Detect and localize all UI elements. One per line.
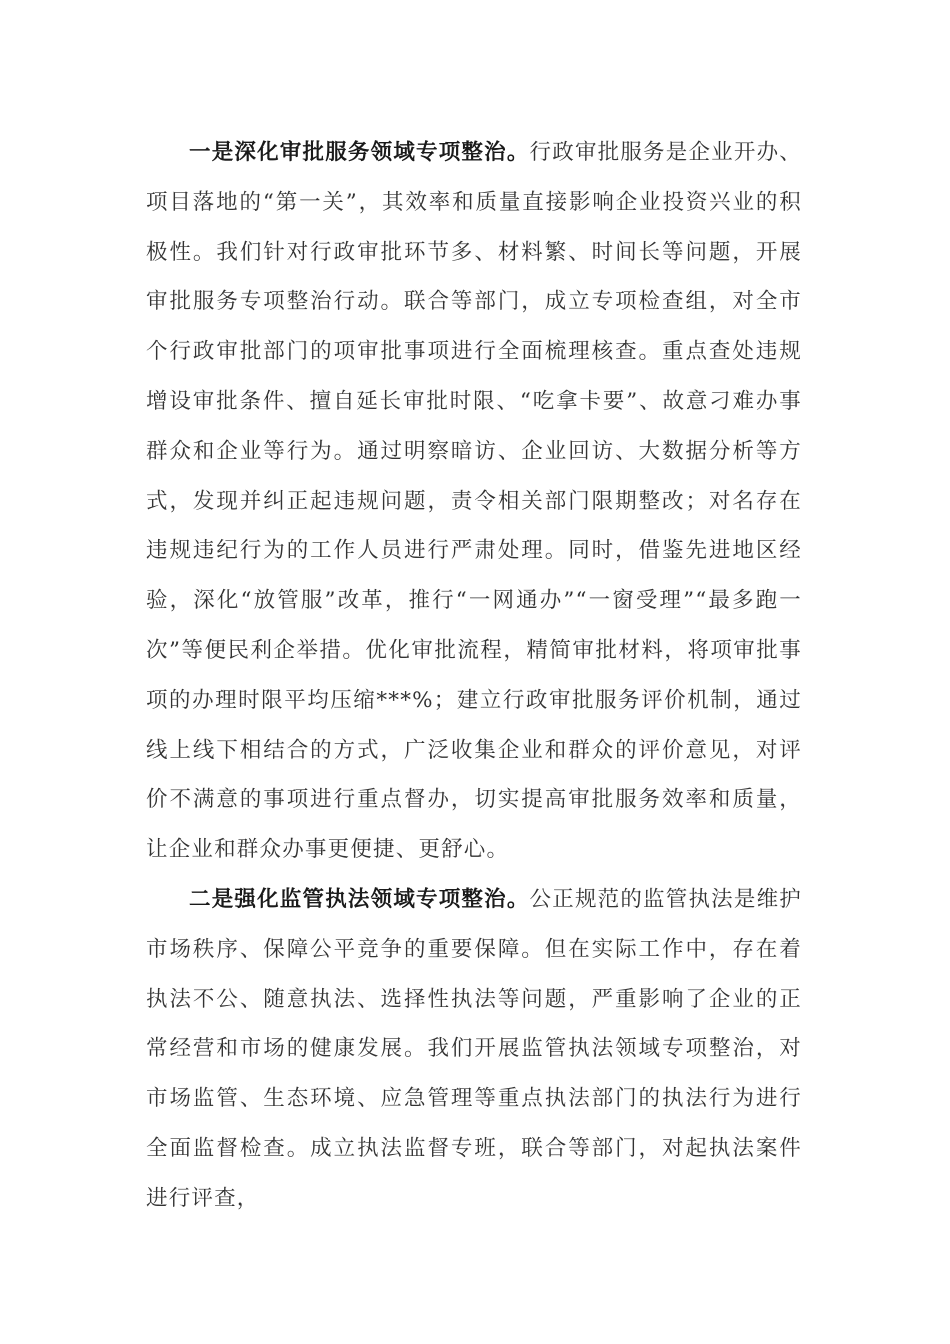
paragraph-heading: 一是深化审批服务领域专项整治。 [189,140,530,165]
paragraph-approval-service [146,128,802,875]
paragraph-text: 行政审批服务是企业开办、项目落地的“第一关”，其效率和质量直接影响企业投资兴业的积极性。我们针对行政审批环节多、材料繁、时间长等问题，开展审批服务专项整治行动。联合等部门，成立专项检查组，对全市个行政审批部门的项审批事项进行全面梳理核查。重点查处违规增设审批条件、擅自延长审批时限、“吃拿卡要”、故意刁难办事群众和企业等行为。通过明察暗访、企业回访、大数据分析等方式，发现并纠正起违规问题，责令相关部门限期整改；对名存在违规违纪行为的工作人员进行严肃处理。同时，借鉴先进地区经验，深化“放管服”改革，推行“一网通办”“一窗受理”“最多跑一次”等便民利企举措。优化审批流程，精简审批材料，将项审批事项的办理时限平均压缩***%；建立行政审批服务评价机制，通过线上线下相结合的方式，广泛收集企业和群众的评价意见，对评价不满意的事项进行重点督办，切实提高审批服务效率和质量，让企业和群众办事更便捷、更舒心。 [146,140,802,863]
paragraph-regulatory-enforcement [146,875,802,1224]
document-body [146,128,802,1224]
paragraph-heading: 二是强化监管执法领域专项整治。 [189,886,530,912]
paragraph-text: 公正规范的监管执法是维护市场秩序、保障公平竞争的重要保障。但在实际工作中，存在着执法不公、随意执法、选择性执法等问题，严重影响了企业的正常经营和市场的健康发展。我们开展监管执法领域专项整治，对市场监管、生态环境、应急管理等重点执法部门的执法行为进行全面监督检查。成立执法监督专班，联合等部门，对起执法案件进行评查， [146,886,802,1211]
